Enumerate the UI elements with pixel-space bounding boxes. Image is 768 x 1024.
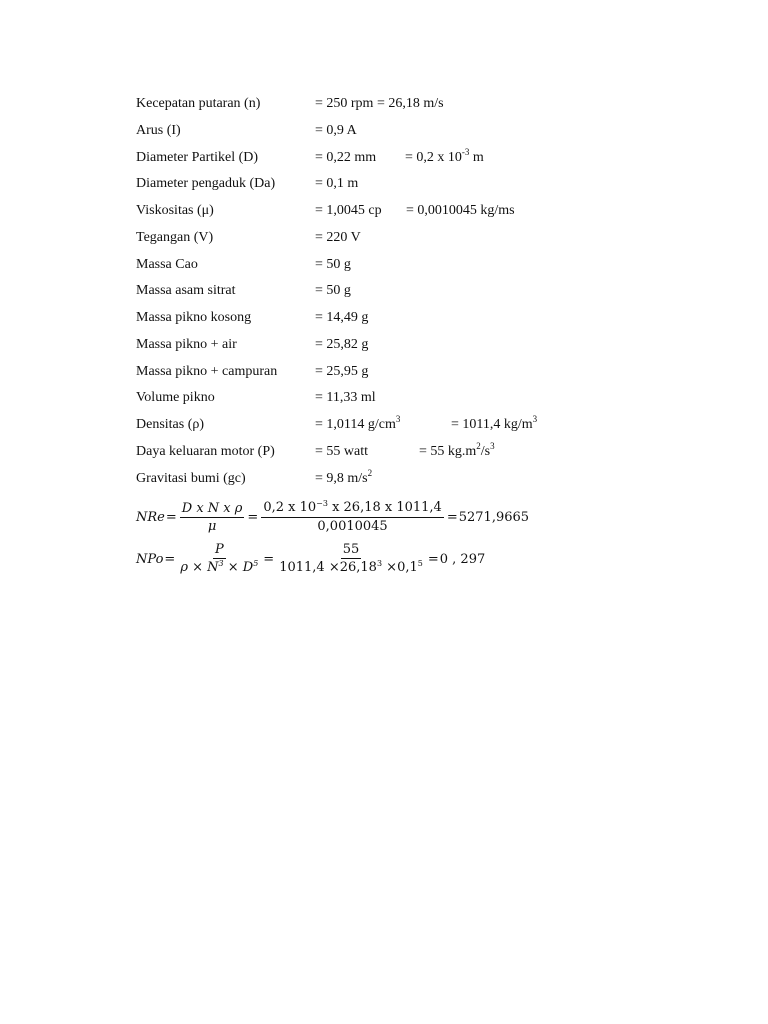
numerator: 55 bbox=[342, 542, 360, 557]
param-label: Arus (I) bbox=[136, 122, 181, 138]
numerator: P bbox=[214, 542, 224, 557]
param-label: Tegangan (V) bbox=[136, 229, 214, 245]
param-label: Diameter Partikel (D) bbox=[136, 149, 259, 165]
param-label: Massa pikno kosong bbox=[136, 310, 252, 325]
param-label: Massa pikno + campuran bbox=[136, 363, 278, 379]
equals-sign: = bbox=[165, 509, 177, 525]
param-value: = 0,1 m bbox=[315, 176, 359, 192]
fraction-symbolic bbox=[180, 500, 245, 535]
param-value: = 50 g bbox=[315, 283, 351, 299]
denominator: $\rho \times N^3 \times D^5$ bbox=[180, 559, 259, 575]
numerator: 0,2 x $10^{-3}$ x 26,18 x 1011,4 bbox=[261, 499, 444, 518]
eq-result: 5271,9665 bbox=[458, 509, 530, 525]
equals-sign: = bbox=[427, 551, 439, 567]
denominator: 0,0010045 bbox=[317, 519, 388, 534]
equals-sign: = bbox=[164, 551, 176, 567]
param-label: Massa Cao bbox=[136, 256, 198, 272]
eq-result: 0 , 297 bbox=[439, 551, 486, 567]
eq-lhs: NPo bbox=[136, 551, 164, 567]
param-value: = 50 g bbox=[315, 256, 351, 272]
param-value-converted: = 55 $kg.m^2/s^3$ bbox=[419, 440, 495, 459]
param-label: Kecepatan putaran (n) bbox=[136, 96, 261, 111]
param-value: = 14,49 g bbox=[315, 310, 369, 325]
param-value: = 1,0045 cp bbox=[315, 203, 382, 218]
param-value-converted: = 0,0010045 kg/ms bbox=[406, 203, 515, 218]
param-value: = 1,0114 $g/cm^3$ bbox=[315, 414, 401, 432]
fraction-symbolic bbox=[178, 541, 260, 577]
denominator: μ bbox=[207, 518, 217, 534]
param-label: Massa pikno + air bbox=[136, 336, 237, 352]
param-label: Densitas (ρ) bbox=[136, 417, 205, 432]
power-number-equation bbox=[136, 541, 485, 577]
denominator: $1011,4 \times 26,18^3 \times 0,1^5$ bbox=[279, 559, 423, 575]
reynolds-equation bbox=[136, 499, 529, 535]
param-value: = 11,33 ml bbox=[315, 390, 376, 406]
param-label: Gravitasi bumi (gc) bbox=[136, 470, 246, 486]
param-value: = 0,9 A bbox=[315, 122, 357, 138]
param-value: = 220 V bbox=[315, 229, 361, 245]
param-label: Daya keluaran motor (P) bbox=[136, 443, 275, 459]
param-value-converted: = 0,2 x $10^{-3}$ m bbox=[405, 146, 484, 165]
param-label: Viskositas (μ) bbox=[136, 203, 214, 218]
param-value-converted: = 1011,4 $kg/m^3$ bbox=[451, 414, 538, 432]
numerator: D x N x ρ bbox=[181, 500, 243, 516]
param-value: = 250 rpm = 26,18 m/s bbox=[315, 96, 444, 111]
param-value: = 0,22 mm bbox=[315, 149, 377, 165]
param-label: Massa asam sitrat bbox=[136, 283, 236, 299]
equals-sign: = bbox=[263, 551, 275, 567]
param-label: Volume pikno bbox=[136, 390, 215, 406]
equals-sign: = bbox=[446, 509, 458, 525]
fraction-numeric bbox=[277, 541, 425, 577]
fraction-numeric bbox=[261, 499, 444, 535]
param-value: = 9,8 $m/s^2$ bbox=[315, 467, 373, 486]
param-value: = 25,82 g bbox=[315, 336, 369, 352]
equals-sign: = bbox=[247, 509, 259, 525]
eq-lhs: NRe bbox=[136, 509, 165, 525]
param-label: Diameter pengaduk (Da) bbox=[136, 176, 276, 192]
param-value: = 55 watt bbox=[315, 443, 368, 459]
param-value: = 25,95 g bbox=[315, 363, 369, 379]
